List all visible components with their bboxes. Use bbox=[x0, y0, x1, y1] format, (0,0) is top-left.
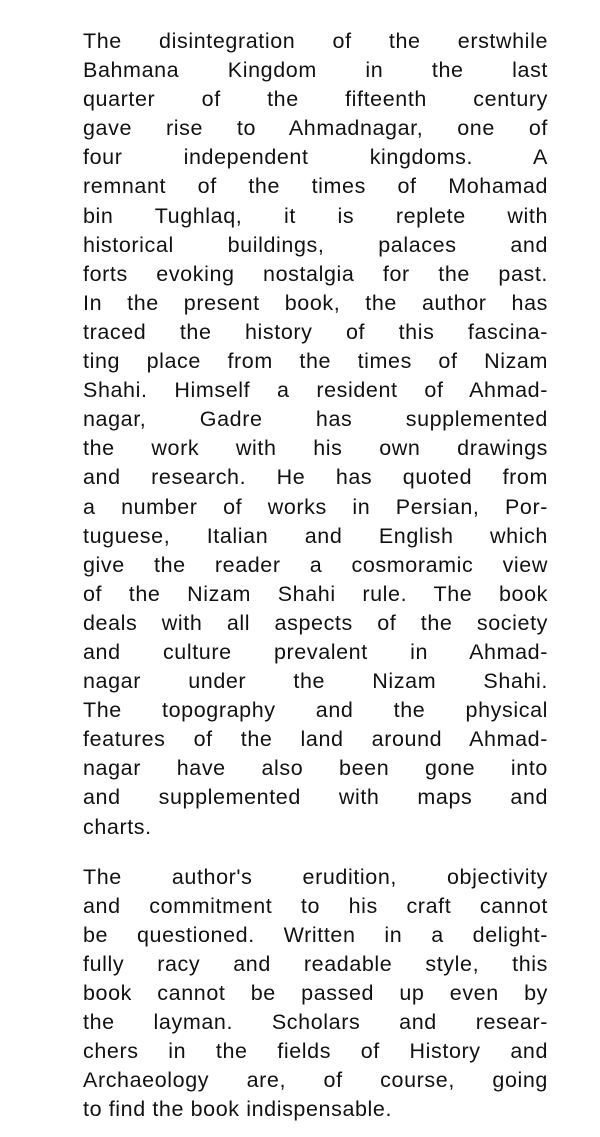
text-line: forts evoking nostalgia for the past. bbox=[83, 261, 548, 286]
text-line: Bahmana Kingdom in the last bbox=[83, 58, 548, 83]
book-description bbox=[83, 27, 548, 1124]
text-line: and supplemented with maps and bbox=[83, 785, 548, 810]
text-line: historical buildings, palaces and bbox=[83, 232, 548, 257]
text-line: The author's erudition, objectivity bbox=[83, 864, 548, 889]
text-line: book cannot be passed up even by bbox=[83, 981, 548, 1005]
text-line: nagar, Gadre has supplemented bbox=[83, 407, 548, 432]
text-line: The disintegration of the erstwhile bbox=[83, 29, 548, 53]
text-line: deals with all aspects of the society bbox=[83, 610, 548, 635]
text-line: remnant of the times of Mohamad bbox=[83, 174, 548, 199]
text-line: fully racy and readable style, this bbox=[83, 951, 548, 976]
text-line: features of the land around Ahmad- bbox=[83, 727, 548, 752]
text-line: a number of works in Persian, Por- bbox=[83, 494, 548, 519]
text-line: quarter of the fifteenth century bbox=[83, 87, 548, 112]
text-line: and commitment to his craft cannot bbox=[83, 893, 548, 918]
text-line: four independent kingdoms. A bbox=[83, 145, 548, 170]
text-line: give the reader a cosmoramic view bbox=[83, 552, 548, 577]
text-line: Archaeology are, of course, going bbox=[83, 1068, 548, 1093]
text-line: traced the history of this fascina- bbox=[83, 319, 548, 344]
text-line: and culture prevalent in Ahmad- bbox=[83, 639, 548, 664]
text-line: tuguese, Italian and English which bbox=[83, 523, 548, 548]
text-line: to find the book indispensable. bbox=[83, 1097, 393, 1122]
text-line: ting place from the times of Nizam bbox=[83, 349, 548, 374]
text-line: Shahi. Himself a resident of Ahmad- bbox=[83, 378, 548, 403]
text-line: chers in the fields of History and bbox=[83, 1039, 548, 1064]
paragraph-1 bbox=[83, 27, 548, 842]
text-line: the work with his own drawings bbox=[83, 436, 548, 461]
text-line: of the Nizam Shahi rule. The book bbox=[83, 581, 548, 606]
text-line: be questioned. Written in a delight- bbox=[83, 922, 548, 947]
paragraph-2 bbox=[83, 863, 548, 1125]
text-line: In the present book, the author has bbox=[83, 290, 548, 315]
text-line: nagar under the Nizam Shahi. bbox=[83, 669, 548, 694]
text-line: and research. He has quoted from bbox=[83, 465, 548, 490]
text-line: gave rise to Ahmadnagar, one of bbox=[83, 116, 548, 141]
text-line: charts. bbox=[83, 814, 152, 839]
text-line: nagar have also been gone into bbox=[83, 756, 548, 781]
text-line: the layman. Scholars and resear- bbox=[83, 1010, 548, 1035]
text-line: bin Tughlaq, it is replete with bbox=[83, 203, 548, 228]
text-line: The topography and the physical bbox=[83, 698, 548, 723]
